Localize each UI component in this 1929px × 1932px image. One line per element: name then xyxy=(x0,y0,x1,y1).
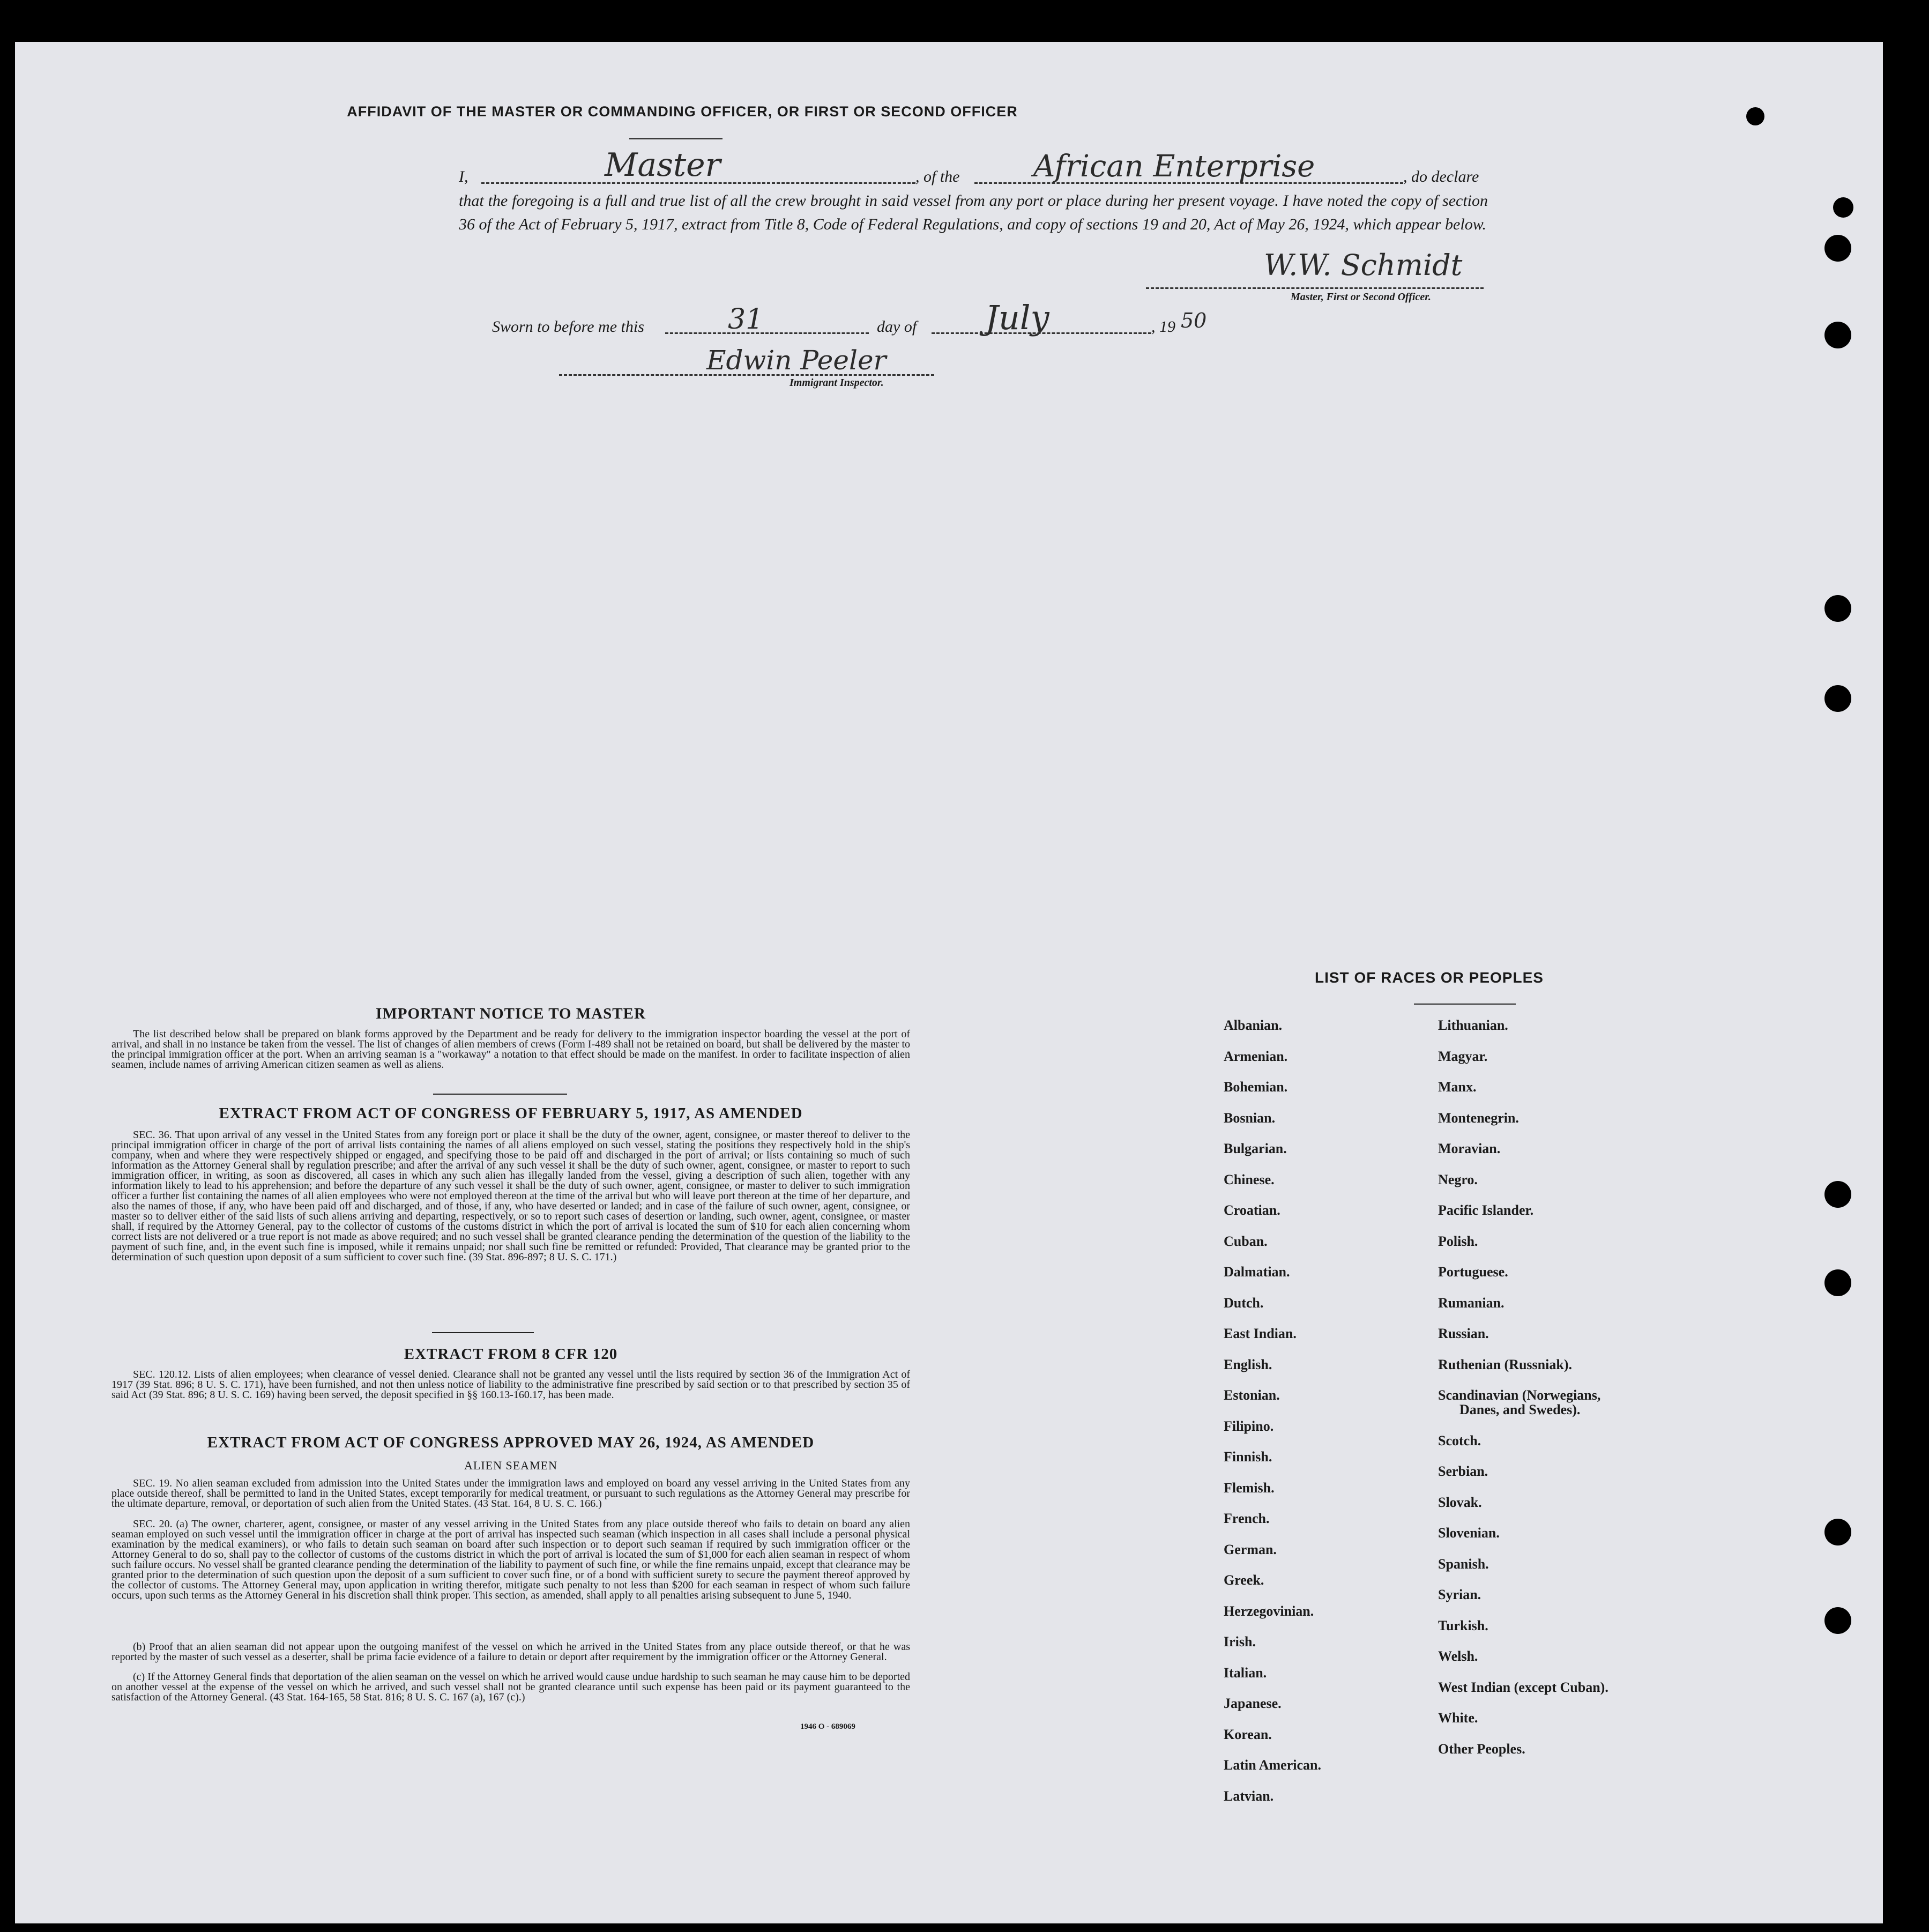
race-item: West Indian (except Cuban). xyxy=(1438,1679,1608,1695)
race-item: Finnish. xyxy=(1224,1449,1272,1465)
race-item: Latin American. xyxy=(1224,1757,1321,1773)
day-of-label: day of xyxy=(877,318,917,336)
race-item: Turkish. xyxy=(1438,1617,1488,1633)
race-item: Armenian. xyxy=(1224,1048,1288,1064)
of-the-label: , of the xyxy=(915,168,960,185)
officer-signature-line xyxy=(1146,287,1484,289)
race-item: Croatian. xyxy=(1224,1202,1280,1218)
sworn-year-handwritten: 50 xyxy=(1181,309,1207,332)
print-code: 1946 O - 689069 xyxy=(800,1722,855,1731)
extract-1924-sec19: SEC. 19. No alien seaman excluded from admission into the United States under the immigration laws and employed on board any vessel arriving in the United States from any place outside thereof, shall be permitted to land in the United States, except temporarily for medical treatment, or pursuant to such regulations as the Attorney General may prescribe for the ultimate departure, removal, or deportation of such alien from the United States. (43 Stat. 164, 8 U. S. C. 166.) xyxy=(111,1477,910,1510)
binder-hole xyxy=(1824,322,1851,348)
notice-body: The list described below shall be prepared on blank forms approved by the Department and be ready for delivery to the immigration inspector boarding the vessel at the port of arrival, and shall in no instance be taken from the vessel. The list of changes of alien members of crews (Form I-489 shall not be retained on board, but shall be delivered by the master to the principal immigration officer at the port. When an arriving seaman is a "workaway" a notation to that effect should be made on the manifest. In order to facilitate inspection of alien seamen, include names of arriving American citizen seamen as well as aliens. xyxy=(111,1028,910,1071)
race-item: Moravian. xyxy=(1438,1141,1501,1156)
race-item: Bosnian. xyxy=(1224,1110,1276,1126)
inspector-caption: Immigrant Inspector. xyxy=(790,377,884,389)
race-item: Welsh. xyxy=(1438,1648,1478,1664)
race-item: Dalmatian. xyxy=(1224,1264,1290,1280)
vessel-handwritten: African Enterprise xyxy=(1033,149,1315,184)
race-item: Filipino. xyxy=(1224,1418,1274,1434)
race-item: Albanian. xyxy=(1224,1017,1283,1033)
race-item: Slovak. xyxy=(1438,1494,1482,1510)
race-item: White. xyxy=(1438,1710,1478,1726)
race-item: Russian. xyxy=(1438,1326,1489,1341)
race-item: Bohemian. xyxy=(1224,1079,1288,1095)
race-item: Danes, and Swedes). xyxy=(1459,1402,1581,1417)
extract-1924-sec20c: (c) If the Attorney General finds that deportation of the alien seaman on the vessel on which he arrived would cause undue hardship to such seaman he may cause him to be deported on another vessel at the expense of the vessel on which he arrived, and such vessel shall not be granted clearance until such expense has been paid or its payment guaranteed to the satisfaction of the Attorney General. (43 Stat. 164-165, 58 Stat. 816; 8 U. S. C. 167 (a), 167 (c).) xyxy=(111,1671,910,1703)
race-item: Other Peoples. xyxy=(1438,1741,1525,1757)
race-item: Magyar. xyxy=(1438,1048,1488,1064)
document-page xyxy=(15,42,1883,1923)
race-item: Italian. xyxy=(1224,1665,1267,1681)
race-item: Flemish. xyxy=(1224,1480,1275,1496)
race-item: Scandinavian (Norwegians, xyxy=(1438,1387,1601,1403)
race-item: Lithuanian. xyxy=(1438,1017,1508,1033)
notice-title: IMPORTANT NOTICE TO MASTER xyxy=(376,1005,646,1022)
divider-2 xyxy=(432,1332,534,1333)
race-item: Pacific Islander. xyxy=(1438,1202,1534,1218)
race-item: Serbian. xyxy=(1438,1463,1488,1479)
race-item: Chinese. xyxy=(1224,1171,1275,1187)
inspector-signature-line xyxy=(559,374,934,376)
officer-signature: W.W. Schmidt xyxy=(1264,248,1463,282)
race-item: Manx. xyxy=(1438,1079,1477,1095)
title-underline xyxy=(629,138,723,139)
binder-hole xyxy=(1824,595,1851,622)
race-item: Irish. xyxy=(1224,1634,1256,1649)
declare-i-label: I, xyxy=(459,168,468,185)
extract-1917-body: SEC. 36. That upon arrival of any vessel in the United States from any foreign port or place it shall be the duty of the owner, agent, consignee, or master thereof to deliver to the principal immigration officer in charge of the port of arrival lists containing the names of all aliens employed on such vessel, stating the positions they respectively hold in the ship's company, when and where they were respectively shipped or engaged, and specifying those to be paid off and discharged in the port of arrival; or lists containing so much of such information as the Attorney General shall by regulation prescribe; and after the arrival of any such vessel it shall be the duty of such owner, agent, consignee, or master to report to such immigration officer, in writing, as soon as discovered, all cases in which any such alien has illegally landed from the vessel, giving a description of such alien, together with any information likely to lead to his apprehension; and before the departure of any such vessel it shall be the duty of such owner, agent, consignee, or master to deliver to such immigration officer a further list containing the names of all alien employees who were not employed thereon at the time of the arrival but who will leave port thereon at the time of her departure, and also the names of those, if any, who have been paid off and discharged, and of those, if any, who have deserted or landed; and in case of the failure of such owner, agent, consignee, or master so to deliver either of the said lists of such aliens arriving and departing, respectively, or so to report such cases of desertion or landing, such owner, agent, consignee, or master shall, if required by the Attorney General, pay to the collector of customs of the customs district in which the port of arrival is located the sum of $10 for each alien concerning whom correct lists are not delivered or a true report is not made as above required; and no such vessel shall be granted clearance pending the determination of the question of the liability to the payment of such fine, and, in the event such fine is imposed, while it remains unpaid; nor shall such fine be remitted or refunded: Provided, That clearance may be granted prior to the determination of such question upon deposit of a sum sufficient to cover such fine. (39 Stat. 896-897; 8 U. S. C. 171.) xyxy=(111,1129,910,1263)
race-item: Syrian. xyxy=(1438,1587,1481,1602)
race-item: German. xyxy=(1224,1541,1277,1557)
extract-1924-sec20a: SEC. 20. (a) The owner, charterer, agent, consignee, or master of any vessel arriving in the United States from any place outside thereof who fails to detain on board any alien seaman employed on such vessel until the immigration officer in charge at the port of arrival has inspected such seaman (which inspection in all cases shall include a personal physical examination by the medical examiners), or who fails to detain such seaman on board after such inspection or to deport such seaman if required by such immigration officer or the Attorney General to do so, shall pay to the collector of customs of the customs district in which the port of arrival is located the sum of $1,000 for each alien seaman in respect of whom such failure occurs. No vessel shall be granted clearance pending the determination of the liability to payment of such fine, or while the fine remains unpaid, except that clearance may be granted prior to the determination of such question upon the deposit of a sum sufficient to cover such fine, or of a bond with sufficient surety to secure the payment thereof approved by the collector of customs. The Attorney General may, upon application in writing therefor, mitigate such penalty to not less than $200 for each seaman in respect of whom such failure occurs, upon such terms as the Attorney General in his discretion shall think proper. This section, as amended, shall apply to all penalties arising subsequent to June 5, 1940. xyxy=(111,1518,910,1601)
affidavit-body: that the foregoing is a full and true list of all the crew brought in said vessel from any port or place during her present voyage. I have noted the copy of section 36 of the Act of February 5, 1917, extract from Title 8, Code of Federal Regulations, and copy of sections 19 and 20, Act of May 26, 1924, which appear below. xyxy=(459,192,1488,233)
race-item: English. xyxy=(1224,1356,1272,1372)
race-item: Polish. xyxy=(1438,1233,1478,1249)
race-item: Scotch. xyxy=(1438,1432,1481,1448)
year-prefix-label: , 19 xyxy=(1151,318,1175,336)
race-item: Spanish. xyxy=(1438,1556,1489,1572)
binder-hole xyxy=(1746,107,1764,125)
extract-1924-sec20b: (b) Proof that an alien seaman did not appear upon the outgoing manifest of the vessel on which he arrived in the United States from any place outside thereof, or that he was reported by the master of such vessel as a deserter, shall be prima facie evidence of a failure to detain or deport after requirement by the immigration officer or the Attorney General. xyxy=(111,1641,910,1663)
race-item: Portuguese. xyxy=(1438,1264,1508,1280)
race-item: Korean. xyxy=(1224,1726,1272,1742)
binder-hole xyxy=(1824,1269,1851,1296)
sworn-month-handwritten: July xyxy=(985,298,1049,337)
race-item: Slovenian. xyxy=(1438,1525,1500,1541)
role-handwritten: Master xyxy=(605,146,721,184)
race-item: Rumanian. xyxy=(1438,1295,1505,1311)
extract-1924-title: EXTRACT FROM ACT OF CONGRESS APPROVED MAY 26, 1924, AS AMENDED xyxy=(207,1434,815,1451)
binder-hole xyxy=(1824,235,1851,262)
binder-hole xyxy=(1824,685,1851,712)
race-item: Montenegrin. xyxy=(1438,1110,1519,1126)
sworn-day-line xyxy=(665,332,869,334)
binder-hole xyxy=(1824,1607,1851,1634)
binder-hole xyxy=(1833,197,1853,218)
races-title: LIST OF RACES OR PEOPLES xyxy=(1315,969,1544,986)
race-item: Ruthenian (Russniak). xyxy=(1438,1356,1572,1372)
extract-1924-subtitle: ALIEN SEAMEN xyxy=(464,1459,557,1472)
declare-label: , do declare xyxy=(1403,168,1479,185)
race-item: Japanese. xyxy=(1224,1696,1282,1711)
race-item: Dutch. xyxy=(1224,1295,1264,1311)
extract-cfr-body: SEC. 120.12. Lists of alien employees; when clearance of vessel denied. Clearance shall not be granted any vessel until the lists required by section 36 of the Immigration Act of 1917 (39 Stat. 896; 8 U. S. C. 171), have been furnished, and not then unless notice of liability to the administrative fine prescribed by said section or to that prescribed by section 35 of said Act (39 Stat. 896; 8 U. S. C. 169) having been served, the deposit specified in §§ 160.13-160.17, has been made. xyxy=(111,1369,910,1401)
extract-1917-title: EXTRACT FROM ACT OF CONGRESS OF FEBRUARY 5, 1917, AS AMENDED xyxy=(219,1105,803,1122)
race-item: Bulgarian. xyxy=(1224,1141,1287,1156)
races-title-underline xyxy=(1414,1004,1516,1005)
sworn-label: Sworn to before me this xyxy=(492,318,644,336)
race-item: East Indian. xyxy=(1224,1326,1297,1341)
inspector-signature: Edwin Peeler xyxy=(706,345,887,376)
affidavit-title: AFFIDAVIT OF THE MASTER OR COMMANDING OFFICER, OR FIRST OR SECOND OFFICER xyxy=(347,103,1018,120)
race-item: French. xyxy=(1224,1511,1270,1526)
officer-caption: Master, First or Second Officer. xyxy=(1291,291,1431,303)
race-item: Estonian. xyxy=(1224,1387,1280,1403)
binder-hole xyxy=(1824,1181,1851,1208)
race-item: Latvian. xyxy=(1224,1788,1274,1804)
extract-cfr-title: EXTRACT FROM 8 CFR 120 xyxy=(404,1346,618,1363)
sworn-day-handwritten: 31 xyxy=(728,303,764,336)
divider-1 xyxy=(433,1094,567,1095)
race-item: Herzegovinian. xyxy=(1224,1603,1314,1619)
race-item: Negro. xyxy=(1438,1171,1478,1187)
binder-hole xyxy=(1824,1519,1851,1545)
race-item: Greek. xyxy=(1224,1572,1264,1588)
race-item: Cuban. xyxy=(1224,1233,1268,1249)
